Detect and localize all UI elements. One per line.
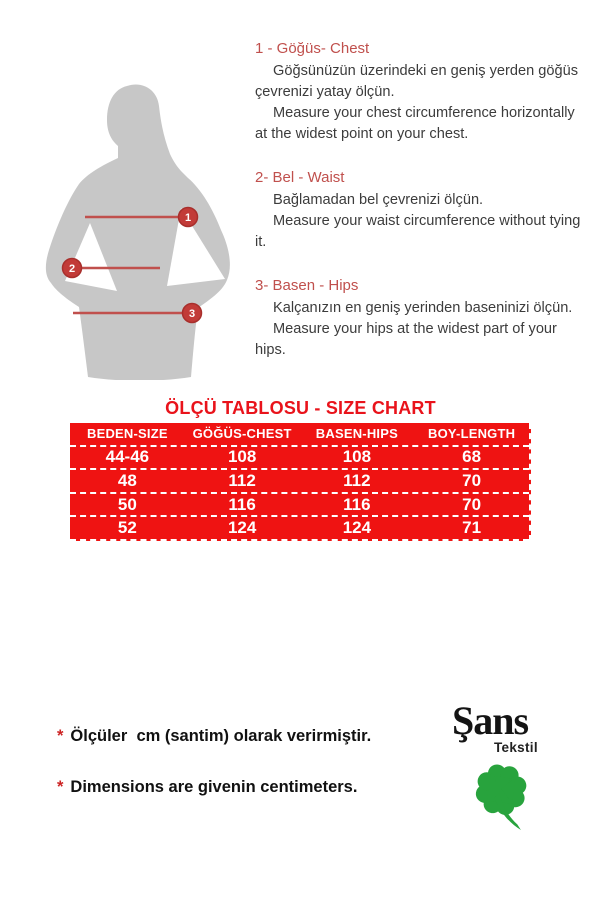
table-cell: 44-46 <box>105 447 150 467</box>
table-cell: 52 <box>117 518 137 538</box>
header-cell-length: BOY-LENGTH <box>428 426 516 442</box>
note-cm-en-text: Dimensions are givenin centimeters. <box>70 778 358 796</box>
table-row <box>70 494 529 518</box>
waist-marker-number: 2 <box>68 263 76 275</box>
table-cell: 48 <box>117 470 137 490</box>
measurement-figure <box>30 80 260 380</box>
section-hips-heading: 3- Basen - Hips <box>255 277 359 294</box>
measure-instructions <box>255 40 581 385</box>
table-cell: 70 <box>462 470 482 490</box>
table-cell: 70 <box>462 494 482 514</box>
brand-name: Şans <box>452 698 529 743</box>
hips-marker-number: 3 <box>188 308 196 320</box>
header-cell-size: BEDEN-SIZE <box>87 426 168 442</box>
section-waist-text-en: Measure your waist circumference without tying it. <box>255 213 581 250</box>
table-cell: 112 <box>228 470 256 490</box>
chest-marker-number: 1 <box>184 212 192 224</box>
header-cell-hips: BASEN-HIPS <box>315 426 398 442</box>
section-waist <box>255 169 581 253</box>
section-waist-heading: 2- Bel - Waist <box>255 169 345 186</box>
asterisk-marker: * <box>57 727 64 745</box>
female-silhouette-icon <box>30 80 260 380</box>
table-row <box>70 470 529 494</box>
note-cm-tr <box>57 727 371 746</box>
section-chest-heading: 1 - Göğüs- Chest <box>255 40 370 57</box>
table-cell: 68 <box>462 447 482 467</box>
table-cell: 116 <box>228 494 256 514</box>
four-leaf-clover-icon <box>466 755 536 837</box>
section-chest <box>255 40 581 145</box>
table-row <box>70 517 529 541</box>
header-cell-chest: GÖĞÜS-CHEST <box>192 426 292 442</box>
section-chest-text-en: Measure your chest circumference horizontally at the widest point on your chest. <box>255 105 575 142</box>
table-header-row <box>70 423 529 447</box>
note-cm-en <box>57 778 357 797</box>
table-row <box>70 447 529 471</box>
size-chart-table <box>70 423 531 541</box>
brand-subtitle: Tekstil <box>494 740 538 755</box>
table-cell: 124 <box>227 518 257 538</box>
note-cm-tr-text: Ölçüler cm (santim) olarak verirmiştir. <box>70 727 372 745</box>
section-hips <box>255 277 581 361</box>
section-hips-text-tr: Kalçanızın en geniş yerinden baseninizi ölçün. <box>273 300 573 316</box>
size-chart-title: ÖLÇÜ TABLOSU - SIZE CHART <box>165 398 436 418</box>
table-cell: 50 <box>117 494 137 514</box>
asterisk-marker: * <box>57 778 64 796</box>
section-chest-text-tr: Göğsünüzün üzerindeki en geniş yerden göğüs çevrenizi yatay ölçün. <box>255 63 579 100</box>
section-hips-text-en: Measure your hips at the widest part of your hips. <box>255 321 557 358</box>
section-waist-text-tr: Bağlamadan bel çevrenizi ölçün. <box>273 192 484 208</box>
table-cell: 112 <box>343 470 371 490</box>
table-cell: 71 <box>462 518 482 538</box>
table-cell: 124 <box>342 518 372 538</box>
table-cell: 108 <box>342 447 372 467</box>
table-cell: 108 <box>227 447 257 467</box>
table-cell: 116 <box>343 494 371 514</box>
